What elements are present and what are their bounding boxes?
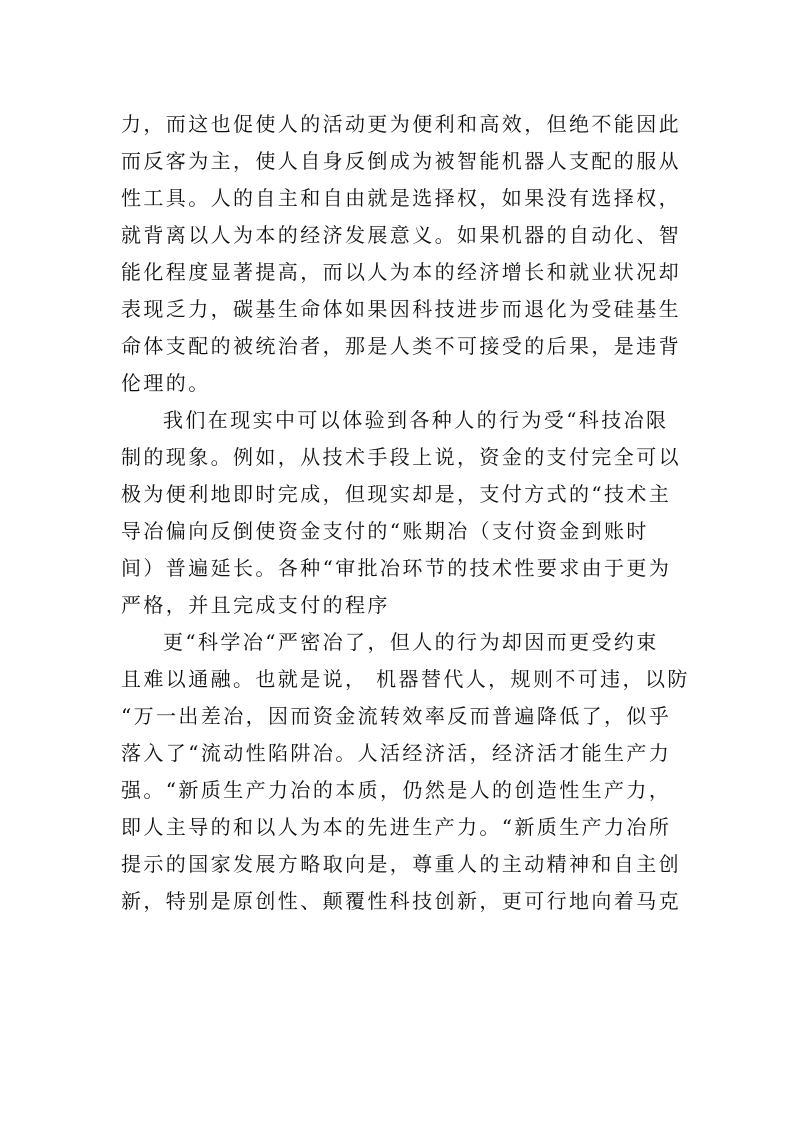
text-line: 性工具。人的自主和自由就是选择权，如果没有选择权，	[121, 186, 681, 210]
text-line: 落入了“流动性陷阱冶。人活经济活，经济活才能生产力	[121, 741, 672, 765]
body-text	[121, 106, 690, 920]
text-line: 伦理的。	[121, 371, 211, 395]
text-line: 力，而这也促使人的活动更为便利和高效，但绝不能因此	[121, 112, 681, 136]
text-line: 而反客为主，使人自身反倒成为被智能机器人支配的服从	[121, 149, 681, 173]
text-line: “万一出差冶，因而资金流转效率反而普遍降低了，似乎	[121, 704, 672, 728]
text-line: 导冶偏向反倒使资金支付的“账期冶（支付资金到账时	[121, 519, 649, 543]
text-line: 表现乏力，碳基生命体如果因科技进步而退化为受硅基生	[121, 297, 681, 321]
text-line: 制的现象。例如，从技术手段上说，资金的支付完全可以	[121, 445, 681, 469]
text-line: 严格，并且完成支付的程序	[121, 593, 390, 617]
text-line: 就背离以人为本的经济发展意义。如果机器的自动化、智	[121, 223, 681, 247]
text-line: 提示的国家发展方略取向是，尊重人的主动精神和自主创	[121, 852, 681, 876]
text-line: 强。“新质生产力冶的本质，仍然是人的创造性生产力，	[121, 778, 672, 802]
text-line: 能化程度显著提高，而以人为本的经济增长和就业状况却	[121, 260, 681, 284]
text-line: 且难以通融。也就是说， 机器替代人，规则不可违，以防	[121, 667, 690, 691]
text-line: 即人主导的和以人为本的先进生产力。“新质生产力冶所	[121, 815, 672, 839]
text-line: 间）普遍延长。各种“审批冶环节的技术性要求由于更为	[121, 556, 672, 580]
text-line: 极为便利地即时完成，但现实却是，支付方式的“技术主	[121, 482, 672, 506]
paragraph-first-line: 我们在现实中可以体验到各种人的行为受“科技冶限	[163, 408, 669, 432]
paragraph-first-line: 更“科学冶“严密冶了，但人的行为却因而更受约束	[163, 630, 659, 654]
text-line: 新，特别是原创性、颠覆性科技创新，更可行地向着马克	[121, 889, 681, 913]
text-line: 命体支配的被统治者，那是人类不可接受的后果，是违背	[121, 334, 681, 358]
